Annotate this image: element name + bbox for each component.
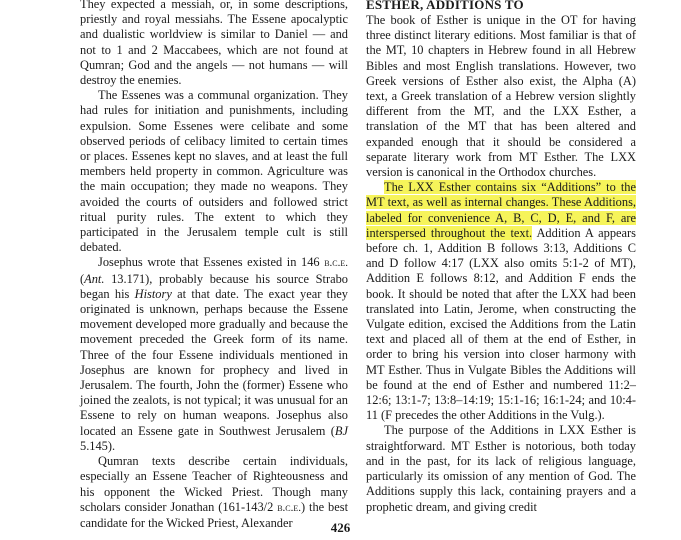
- text-run: 5.145).: [80, 438, 116, 453]
- paragraph-josephus: [80, 255, 348, 454]
- highlighted-passage: The LXX Esther contains six “Additions” to the MT text, as well as internal changes. These Additions, labeled for convenience A, B, C, D, E, and F, are interspersed throughout the text.: [366, 180, 636, 240]
- text-run: Qumran texts describe certain individuals, especially an Essene Teacher of Righteousness and his opponent the Wicked Priest. Though many scholars consider Jonathan (161-143/2: [80, 454, 348, 514]
- entry-heading: ESTHER, ADDITIONS TO: [366, 0, 524, 12]
- paragraph-messiahs: They expected a messiah, or, in some descriptions, priestly and royal messiahs. The Essene apocalyptic and dualistic worldview is similar to Daniel — and not to 1 and 2 Maccabees, which are not found at Qumran; God and the angels — not humans — will destroy the enemies.: [80, 0, 348, 88]
- era-abbreviation: b.c.e.: [324, 257, 348, 270]
- paragraph-communal-organization: The Essenes was a communal organization. They had rules for initiation and punishments, including expulsion. Some Essenes were celibate and some observed periods of celibacy limited to certain times or places. Essenes kept no slaves, and at least the full members held property in common. Agriculture was the main occupation; they made no weapons. They avoided the courts of outsiders and followed strict ritual purity rules. The extent to which they participated in the Jerusalem temple cult is still debated.: [80, 88, 348, 255]
- italic-history: History: [134, 286, 172, 301]
- text-run: Josephus wrote that Essenes existed in 146: [98, 255, 320, 270]
- page-number: 426: [330, 520, 351, 535]
- right-column: [366, 0, 636, 515]
- text-run: (: [80, 271, 85, 286]
- paragraph-six-additions: [366, 180, 636, 423]
- text-run: 13.171), probably because his source Strabo began his: [80, 271, 348, 301]
- left-column: [80, 0, 348, 531]
- text-run: at that date. The exact year they originated is unknown, perhaps because the Essene movement developed more gradually and because the movement preceded the Greek form of its name. Three of the four Essene individuals mentioned in Josephus are known for prophecy and lived in Jerusalem. The fourth, John the (former) Essene who joined the zealots, is not typical; it was unusual for an Essene to rely on human weapons. Josephus also located an Essene gate in Southwest Jerusalem (: [80, 286, 348, 438]
- era-abbreviation: b.c.e.: [277, 501, 302, 514]
- citation-bj: BJ: [334, 423, 348, 438]
- paragraph-three-editions: The book of Esther is unique in the OT for having three distinct literary editions. Most familiar is that of the MT, 10 chapters in Hebrew found in all Hebrew Bibles and most English translations. However, two Greek versions of Esther also exist, the Alpha (A) text, a Greek translation of a Hebrew version slightly different from the MT, and the LXX Esther, a translation of the MT that has been altered and expanded enough that it should be considered a separate literary work from MT Esther. The LXX version is canonical in the Orthodox churches.: [366, 13, 636, 180]
- paragraph-purpose: The purpose of the Additions in LXX Esther is straightforward. MT Esther is notorious, both today and in the past, for its lack of religious language, particularly its omission of any mention of God. The Additions supply this lack, containing prayers and a prophetic dream, and giving credit: [366, 423, 636, 514]
- text-run: ) the best candidate for the Wicked Priest, Alexander: [80, 499, 349, 530]
- citation-ant: Ant.: [84, 271, 105, 286]
- text-run: Addition A appears before ch. 1, Addition B follows 3:13, Additions C and D follow 4:17 (LXX also omits 5:1-2 of MT), Addition E follows 8:12, and Addition F ends the book. It should be noted that after the LXX had been translated into Latin, Jerome, when constructing the Vulgate edition, excised the Additions from the Latin text and placed all of them at the end of Esther, in order to bring his version into closer harmony with MT Esther. Thus in Vulgate Bibles the Additions will be found at the end of Esther and numbered 11:2–12:6; 13:1-7; 13:8–14:19; 15:1-16; 16:1-24; and 10:4-11 (F precedes the other Additions in the Vulg.).: [366, 225, 637, 423]
